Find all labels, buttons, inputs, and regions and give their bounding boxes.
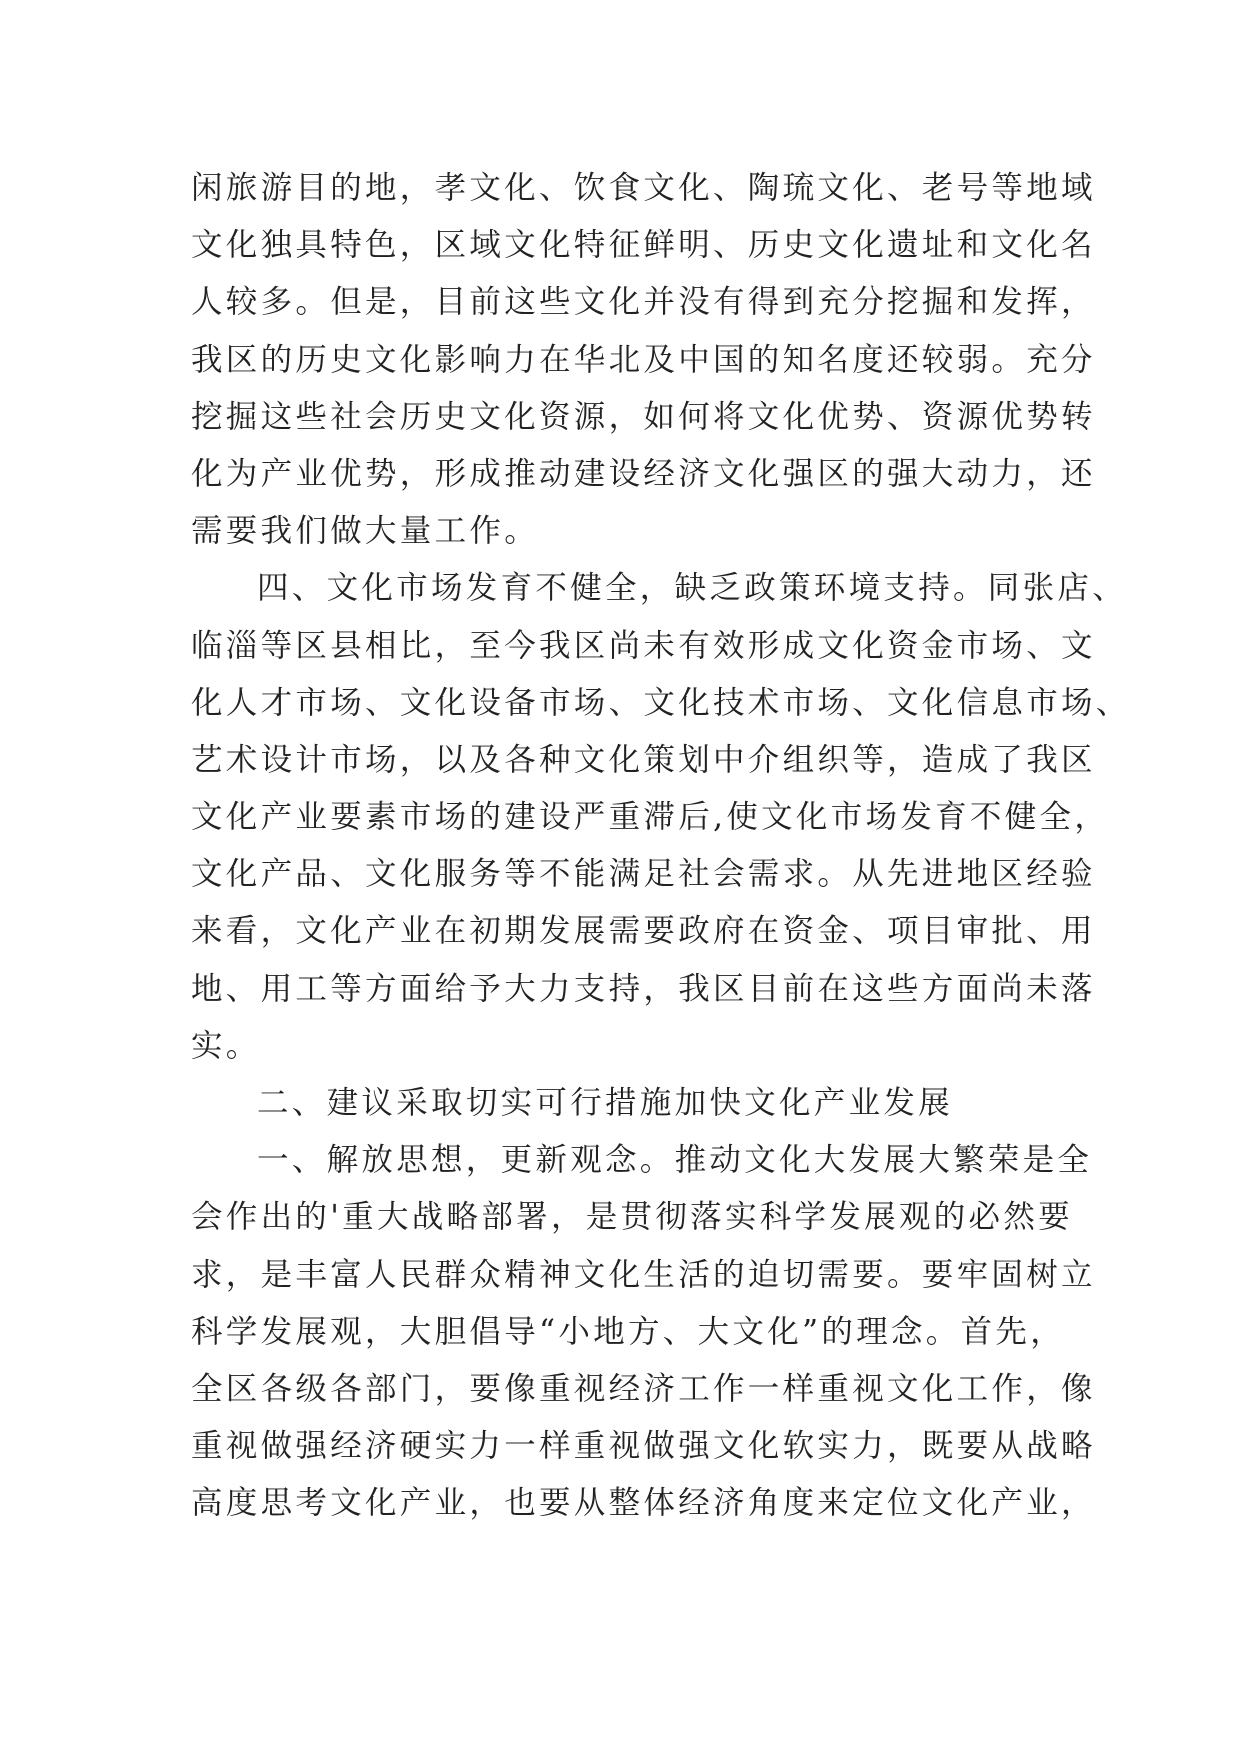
text-line: 会作出的'重大战略部署，是贯彻落实科学发展观的必然要 bbox=[191, 1199, 1073, 1236]
text-line: 实。 bbox=[191, 1027, 261, 1064]
text-line: 文化产业要素市场的建设严重滞后,使文化市场发育不健全， bbox=[191, 799, 1110, 836]
text-line: 高度思考文化产业，也要从整体经济角度来定位文化产业， bbox=[191, 1485, 1096, 1522]
text-line: 化为产业优势，形成推动建设经济文化强区的强大动力，还 bbox=[191, 455, 1096, 492]
text-line: 来看，文化产业在初期发展需要政府在资金、项目审批、用 bbox=[191, 913, 1096, 950]
text-line: 我区的历史文化影响力在华北及中国的知名度还较弱。充分 bbox=[191, 341, 1096, 378]
text-line: 全区各级各部门，要像重视经济工作一样重视文化工作，像 bbox=[191, 1370, 1096, 1407]
text-line: 闲旅游目的地，孝文化、饮食文化、陶琉文化、老号等地域 bbox=[191, 170, 1096, 206]
section-heading: 二、建议采取切实可行措施加快文化产业发展 bbox=[257, 1085, 954, 1121]
text-line: 求，是丰富人民群众精神文化生活的迫切需要。要牢固树立 bbox=[191, 1256, 1096, 1293]
text-line: 临淄等区县相比，至今我区尚未有效形成文化资金市场、文 bbox=[191, 627, 1096, 664]
text-line: 地、用工等方面给予大力支持，我区目前在这些方面尚未落 bbox=[191, 970, 1096, 1007]
text-line: 需要我们做大量工作。 bbox=[191, 513, 540, 550]
text-line: 文化独具特色，区域文化特征鲜明、历史文化遗址和文化名 bbox=[191, 227, 1096, 264]
text-line: 化人才市场、文化设备市场、文化技术市场、文化信息市场、 bbox=[191, 684, 1131, 721]
document-body bbox=[191, 160, 1131, 1533]
text-line: 艺术设计市场，以及各种文化策划中介组织等，造成了我区 bbox=[191, 741, 1096, 778]
text-line: 人较多。但是，目前这些文化并没有得到充分挖掘和发挥， bbox=[191, 284, 1096, 321]
text-line: 科学发展观，大胆倡导“小地方、大文化”的理念。首先， bbox=[191, 1313, 1066, 1350]
text-line: 挖掘这些社会历史文化资源，如何将文化优势、资源优势转 bbox=[191, 398, 1096, 435]
text-line: 文化产品、文化服务等不能满足社会需求。从先进地区经验 bbox=[191, 856, 1096, 893]
text-line: 重视做强经济硬实力一样重视做强文化软实力，既要从战略 bbox=[191, 1428, 1096, 1465]
paragraph-start-line: 一、解放思想，更新观念。推动文化大发展大繁荣是全 bbox=[257, 1142, 1093, 1179]
paragraph-start-line: 四、文化市场发育不健全，缺乏政策环境支持。同张店、 bbox=[257, 570, 1128, 607]
